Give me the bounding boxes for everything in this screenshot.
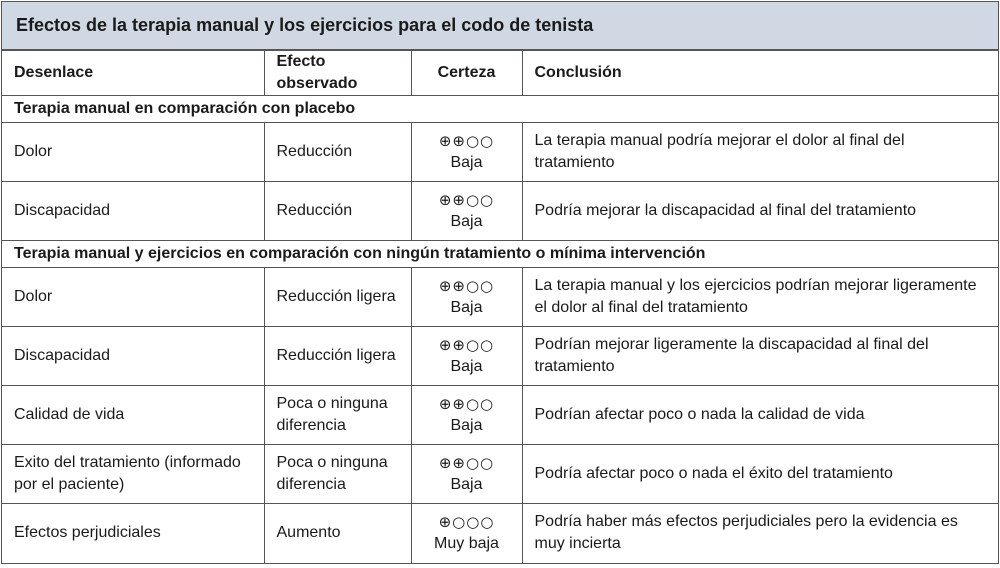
- conclusion-cell: Podría afectar poco o nada el éxito del tratamiento: [522, 445, 998, 504]
- effect-cell: Reducción ligera: [264, 327, 411, 386]
- certainty-level: Baja: [450, 417, 483, 434]
- certainty-rating-icon: ⊕⊕○○: [438, 132, 495, 150]
- conclusion-cell: La terapia manual y los ejercicios podrían mejorar ligeramente el dolor al final del tratamiento: [522, 268, 998, 327]
- effect-cell: Reducción: [264, 182, 411, 241]
- column-header-certainty: Certeza: [411, 51, 522, 96]
- effect-cell: Reducción ligera: [264, 268, 411, 327]
- certainty-cell: [411, 123, 522, 182]
- outcome-cell: Dolor: [2, 123, 264, 182]
- effect-cell: Poca o ninguna diferencia: [264, 445, 411, 504]
- effect-cell: Aumento: [264, 504, 411, 563]
- column-header-effect: Efecto observado: [264, 51, 411, 96]
- outcome-cell: Dolor: [2, 268, 264, 327]
- certainty-rating-icon: ⊕⊕○○: [438, 395, 495, 413]
- certainty-level: Baja: [450, 213, 483, 230]
- table-row: [2, 445, 998, 504]
- certainty-level: Baja: [450, 154, 483, 171]
- outcome-cell: Discapacidad: [2, 327, 264, 386]
- certainty-level: Baja: [450, 476, 483, 493]
- outcome-cell: Calidad de vida: [2, 386, 264, 445]
- evidence-table: [2, 50, 998, 563]
- certainty-cell: [411, 504, 522, 563]
- outcome-cell: Discapacidad: [2, 182, 264, 241]
- certainty-rating-icon: ⊕⊕○○: [438, 336, 495, 354]
- section-heading: Terapia manual en comparación con placebo: [2, 96, 998, 123]
- certainty-rating-icon: ⊕⊕○○: [438, 454, 495, 472]
- table-row: [2, 327, 998, 386]
- table-row: [2, 504, 998, 563]
- certainty-cell: [411, 386, 522, 445]
- section-heading-row: [2, 241, 998, 268]
- column-header-conclusion: Conclusión: [522, 51, 998, 96]
- certainty-rating-icon: ⊕○○○: [438, 513, 495, 532]
- conclusion-cell: Podrían mejorar ligeramente la discapacidad al final del tratamiento: [522, 327, 998, 386]
- conclusion-cell: Podría haber más efectos perjudiciales pero la evidencia es muy incierta: [522, 504, 998, 563]
- table-row: [2, 123, 998, 182]
- column-header-outcome: Desenlace: [2, 51, 264, 96]
- evidence-table-card: [1, 1, 999, 564]
- table-title: Efectos de la terapia manual y los ejercicios para el codo de tenista: [2, 2, 998, 50]
- certainty-level: Baja: [450, 299, 483, 316]
- certainty-level: Muy baja: [434, 535, 499, 553]
- certainty-cell: [411, 268, 522, 327]
- certainty-cell: [411, 327, 522, 386]
- table-row: [2, 386, 998, 445]
- header-row: [2, 51, 998, 96]
- effect-cell: Poca o ninguna diferencia: [264, 386, 411, 445]
- section-heading: Terapia manual y ejercicios en comparación con ningún tratamiento o mínima intervención: [2, 241, 998, 268]
- conclusion-cell: Podrían afectar poco o nada la calidad de vida: [522, 386, 998, 445]
- certainty-cell: [411, 182, 522, 241]
- conclusion-cell: La terapia manual podría mejorar el dolor al final del tratamiento: [522, 123, 998, 182]
- conclusion-cell: Podría mejorar la discapacidad al final del tratamiento: [522, 182, 998, 241]
- certainty-rating-icon: ⊕⊕○○: [438, 191, 495, 209]
- table-row: [2, 182, 998, 241]
- certainty-rating-icon: ⊕⊕○○: [438, 277, 495, 295]
- section-heading-row: [2, 96, 998, 123]
- table-row: [2, 268, 998, 327]
- outcome-cell: Efectos perjudiciales: [2, 504, 264, 563]
- effect-cell: Reducción: [264, 123, 411, 182]
- outcome-cell: Exito del tratamiento (informado por el paciente): [2, 445, 264, 504]
- certainty-level: Baja: [450, 358, 483, 375]
- certainty-cell: [411, 445, 522, 504]
